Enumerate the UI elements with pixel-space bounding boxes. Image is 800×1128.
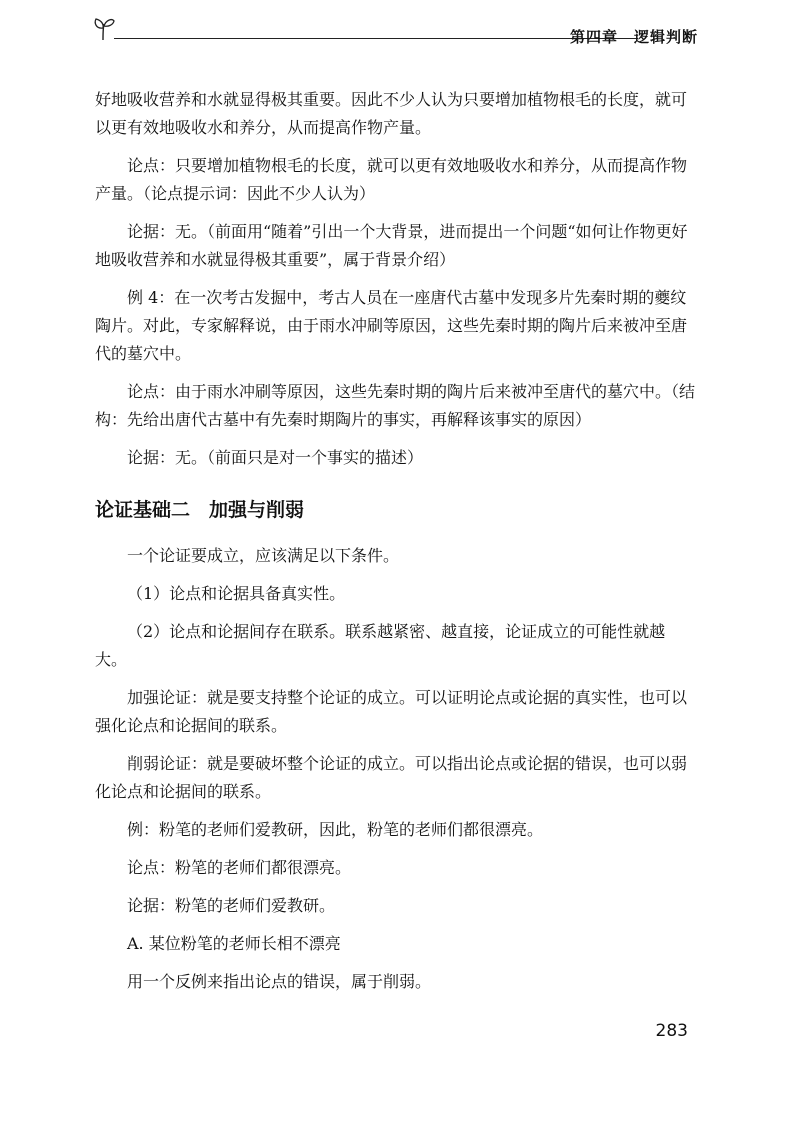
- paragraph: （2）论点和论据间存在联系。联系越紧密、越直接，论证成立的可能性就越大。: [95, 622, 666, 669]
- paragraph: 论点：由于雨水冲刷等原因，这些先秦时期的陶片后来被冲至唐代的墓穴中。（结构：先给出唐代古墓中有先秦时期陶片的事实，再解释该事实的原因）: [95, 382, 696, 429]
- paragraph: 论据：粉笔的老师们爱教研。: [127, 896, 336, 915]
- paragraph: 例：粉笔的老师们爱教研，因此，粉笔的老师们都很漂亮。: [127, 820, 544, 839]
- paragraph: （1）论点和论据具备真实性。: [127, 584, 346, 603]
- page-header: [92, 14, 712, 50]
- section-heading: 论证基础二 加强与削弱: [95, 499, 305, 521]
- paragraph: 论据：无。（前面只是对一个事实的描述）: [127, 448, 424, 467]
- sprout-icon: [92, 14, 116, 44]
- paragraph: 论点：只要增加植物根毛的长度，就可以更有效地吸收水和养分，从而提高作物产量。（论点提示词：因此不少人认为）: [95, 156, 688, 203]
- paragraph: 论点：粉笔的老师们都很漂亮。: [127, 858, 352, 877]
- page-body: [95, 86, 695, 1006]
- paragraph: 削弱论证：就是要破坏整个论证的成立。可以指出论点或论据的错误，也可以弱化论点和论据间的联系。: [95, 754, 688, 801]
- chapter-title: 第四章 逻辑判断: [569, 28, 698, 46]
- paragraph: 论据：无。（前面用“随着”引出一个大背景，进而提出一个问题“如何让作物更好地吸收营养和水就显得极其重要”，属于背景介绍）: [95, 222, 688, 269]
- paragraph: 例 4：在一次考古发掘中，考古人员在一座唐代古墓中发现多片先秦时期的夔纹陶片。对此，专家解释说，由于雨水冲刷等原因，这些先秦时期的陶片后来被冲至唐代的墓穴中。: [95, 288, 688, 363]
- page-number: 283: [655, 1021, 688, 1041]
- paragraph: 一个论证要成立，应该满足以下条件。: [127, 546, 400, 565]
- paragraph: 加强论证：就是要支持整个论证的成立。可以证明论点或论据的真实性，也可以强化论点和论据间的联系。: [95, 688, 688, 735]
- paragraph: A. 某位粉笔的老师长相不漂亮: [127, 934, 341, 953]
- header-rule: [114, 38, 638, 39]
- paragraph: 好地吸收营养和水就显得极其重要。因此不少人认为只要增加植物根毛的长度，就可以更有效地吸收水和养分，从而提高作物产量。: [95, 90, 688, 137]
- paragraph: 用一个反例来指出论点的错误，属于削弱。: [127, 972, 432, 991]
